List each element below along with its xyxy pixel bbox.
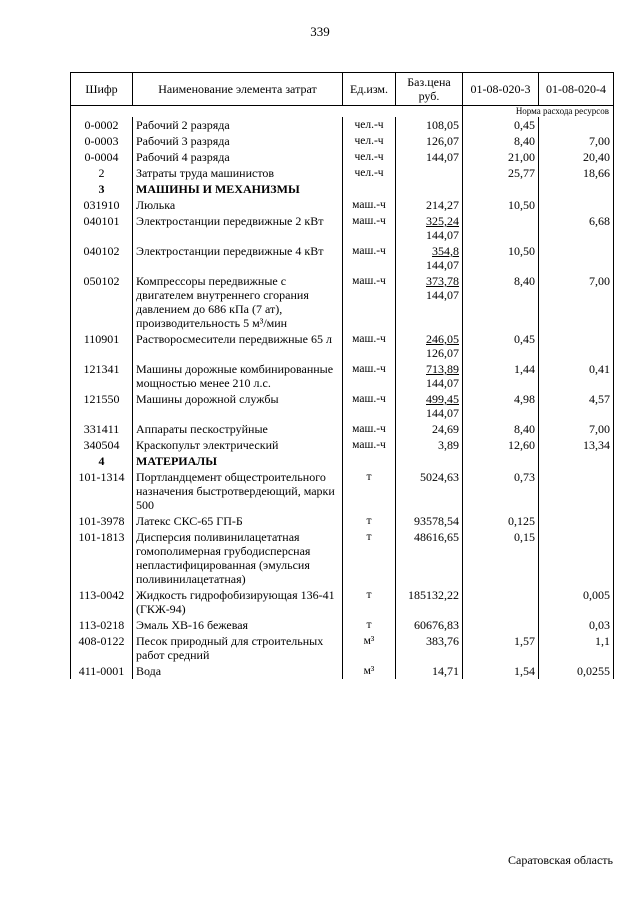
price-primary: 354,8 xyxy=(432,244,459,258)
labor-row xyxy=(71,117,614,133)
row-code: 101-1813 xyxy=(71,529,133,587)
price-primary: 126,07 xyxy=(426,134,459,148)
row-code: 2 xyxy=(71,165,133,181)
row-value-1 xyxy=(463,617,539,633)
machine-row xyxy=(71,361,614,391)
row-value-1: 0,15 xyxy=(463,529,539,587)
row-unit: чел.-ч xyxy=(343,149,396,165)
region-footer: Саратовская область xyxy=(508,853,614,867)
price-secondary: 144,07 xyxy=(426,406,459,420)
row-value-2: 0,41 xyxy=(539,361,614,391)
row-name: Рабочий 2 разряда xyxy=(133,117,343,133)
row-value-2: 0,0255 xyxy=(539,663,614,679)
section-machines xyxy=(71,181,614,197)
row-value-1: 0,73 xyxy=(463,469,539,513)
row-unit: маш.-ч xyxy=(343,273,396,331)
row-value-2 xyxy=(539,117,614,133)
row-value-2 xyxy=(539,197,614,213)
row-value-1: 1,44 xyxy=(463,361,539,391)
row-name: Дисперсия поливинилацетатная гомополимерная грубодисперсная непластифицированная (эмульсия поливинилацетатная) xyxy=(133,529,343,587)
price-secondary: 144,07 xyxy=(426,228,459,242)
row-value-1: 0,45 xyxy=(463,331,539,361)
row-price xyxy=(396,391,463,421)
row-value-2: 7,00 xyxy=(539,273,614,331)
row-value-1: 0,125 xyxy=(463,513,539,529)
section-code: 3 xyxy=(71,181,133,197)
row-code: 101-1314 xyxy=(71,469,133,513)
header-col1: 01-08-020-3 xyxy=(463,73,539,106)
row-price xyxy=(396,617,463,633)
row-price xyxy=(396,331,463,361)
row-value-2: 18,66 xyxy=(539,165,614,181)
price-primary: 93578,54 xyxy=(414,514,459,528)
section-empty-cell xyxy=(539,181,614,197)
row-unit: чел.-ч xyxy=(343,165,396,181)
section-title: МАТЕРИАЛЫ xyxy=(133,453,343,469)
row-name: Эмаль ХВ-16 бежевая xyxy=(133,617,343,633)
row-unit: маш.-ч xyxy=(343,361,396,391)
row-price xyxy=(396,437,463,453)
row-value-1 xyxy=(463,587,539,617)
row-price xyxy=(396,213,463,243)
row-value-2: 1,1 xyxy=(539,633,614,663)
page-number: 339 xyxy=(310,24,330,39)
row-code: 0-0003 xyxy=(71,133,133,149)
row-name: Машины дорожные комбинированные мощностью менее 210 л.с. xyxy=(133,361,343,391)
row-value-2: 4,57 xyxy=(539,391,614,421)
row-code: 101-3978 xyxy=(71,513,133,529)
row-name: Аппараты пескоструйные xyxy=(133,421,343,437)
machinist-row xyxy=(71,165,614,181)
row-value-2: 7,00 xyxy=(539,421,614,437)
row-value-1: 25,77 xyxy=(463,165,539,181)
row-name: Латекс СКС-65 ГП-Б xyxy=(133,513,343,529)
labor-row xyxy=(71,149,614,165)
row-unit: т xyxy=(343,617,396,633)
row-code: 040102 xyxy=(71,243,133,273)
section-empty-cell xyxy=(343,453,396,469)
row-name: Компрессоры передвижные с двигателем внутреннего сгорания давлением до 686 кПа (7 ат), производительность 5 м³/мин xyxy=(133,273,343,331)
price-primary: 373,78 xyxy=(426,274,459,288)
row-name: Электростанции передвижные 2 кВт xyxy=(133,213,343,243)
row-value-2: 0,03 xyxy=(539,617,614,633)
price-secondary: 144,07 xyxy=(426,376,459,390)
row-code: 121341 xyxy=(71,361,133,391)
row-unit: маш.-ч xyxy=(343,213,396,243)
row-name: Затраты труда машинистов xyxy=(133,165,343,181)
row-unit: маш.-ч xyxy=(343,197,396,213)
header-col2: 01-08-020-4 xyxy=(539,73,614,106)
row-name: Портландцемент общестроительного назначения быстротвердеющий, марки 500 xyxy=(133,469,343,513)
row-price xyxy=(396,469,463,513)
row-value-2 xyxy=(539,469,614,513)
row-code: 113-0218 xyxy=(71,617,133,633)
row-unit: маш.-ч xyxy=(343,437,396,453)
material-row xyxy=(71,469,614,513)
row-name: Люлька xyxy=(133,197,343,213)
header-row xyxy=(71,73,614,106)
table-body xyxy=(71,106,614,680)
row-name: Рабочий 4 разряда xyxy=(133,149,343,165)
row-value-2: 20,40 xyxy=(539,149,614,165)
machine-row xyxy=(71,243,614,273)
price-primary: 214,27 xyxy=(426,198,459,212)
row-code: 110901 xyxy=(71,331,133,361)
row-unit: м³ xyxy=(343,633,396,663)
row-name: Вода xyxy=(133,663,343,679)
material-row xyxy=(71,529,614,587)
price-primary: 24,69 xyxy=(432,422,459,436)
norm-caption-row xyxy=(71,106,614,118)
machine-row xyxy=(71,391,614,421)
row-name: Электростанции передвижные 4 кВт xyxy=(133,243,343,273)
row-price xyxy=(396,149,463,165)
row-name: Растворосмесители передвижные 65 л xyxy=(133,331,343,361)
row-unit: т xyxy=(343,513,396,529)
row-value-2 xyxy=(539,331,614,361)
row-value-2 xyxy=(539,243,614,273)
price-primary: 5024,63 xyxy=(420,470,459,484)
row-price xyxy=(396,361,463,391)
material-row xyxy=(71,633,614,663)
price-primary: 14,71 xyxy=(432,664,459,678)
price-secondary: 144,07 xyxy=(426,258,459,272)
row-value-1 xyxy=(463,213,539,243)
resource-norms-table xyxy=(70,72,614,679)
row-value-1: 21,00 xyxy=(463,149,539,165)
header-unit: Ед.изм. xyxy=(343,73,396,106)
row-name: Песок природный для строительных работ средний xyxy=(133,633,343,663)
row-value-1: 8,40 xyxy=(463,133,539,149)
price-primary: 713,89 xyxy=(426,362,459,376)
price-secondary: 126,07 xyxy=(426,346,459,360)
row-value-2: 6,68 xyxy=(539,213,614,243)
machine-row xyxy=(71,213,614,243)
price-primary: 60676,83 xyxy=(414,618,459,632)
row-code: 050102 xyxy=(71,273,133,331)
row-unit: т xyxy=(343,469,396,513)
machine-row xyxy=(71,273,614,331)
row-price xyxy=(396,273,463,331)
price-primary: 499,45 xyxy=(426,392,459,406)
row-unit: маш.-ч xyxy=(343,331,396,361)
row-price xyxy=(396,513,463,529)
row-unit: маш.-ч xyxy=(343,391,396,421)
section-materials xyxy=(71,453,614,469)
row-code: 121550 xyxy=(71,391,133,421)
row-value-1: 12,60 xyxy=(463,437,539,453)
row-code: 408-0122 xyxy=(71,633,133,663)
row-value-2: 13,34 xyxy=(539,437,614,453)
section-empty-cell xyxy=(463,181,539,197)
price-primary: 325,24 xyxy=(426,214,459,228)
norm-caption: Норма расхода ресурсов xyxy=(463,106,614,118)
price-primary: 144,07 xyxy=(426,150,459,164)
header-code: Шифр xyxy=(71,73,133,106)
row-unit: чел.-ч xyxy=(343,117,396,133)
machine-row xyxy=(71,331,614,361)
price-primary: 185132,22 xyxy=(408,588,459,602)
price-primary: 3,89 xyxy=(438,438,459,452)
row-unit: чел.-ч xyxy=(343,133,396,149)
row-name: Краскопульт электрический xyxy=(133,437,343,453)
row-value-1: 1,54 xyxy=(463,663,539,679)
row-value-1: 10,50 xyxy=(463,243,539,273)
row-price xyxy=(396,633,463,663)
row-code: 411-0001 xyxy=(71,663,133,679)
price-primary: 108,05 xyxy=(426,118,459,132)
row-unit: т xyxy=(343,587,396,617)
machine-row xyxy=(71,437,614,453)
material-row xyxy=(71,587,614,617)
section-code: 4 xyxy=(71,453,133,469)
row-code: 113-0042 xyxy=(71,587,133,617)
row-unit: т xyxy=(343,529,396,587)
row-value-2 xyxy=(539,529,614,587)
row-price xyxy=(396,243,463,273)
section-empty-cell xyxy=(396,181,463,197)
row-value-2: 0,005 xyxy=(539,587,614,617)
row-unit: маш.-ч xyxy=(343,421,396,437)
material-row xyxy=(71,513,614,529)
header-name: Наименование элемента затрат xyxy=(133,73,343,106)
section-empty-cell xyxy=(539,453,614,469)
machine-row xyxy=(71,197,614,213)
row-code: 0-0004 xyxy=(71,149,133,165)
row-price xyxy=(396,197,463,213)
row-code: 340504 xyxy=(71,437,133,453)
row-code: 331411 xyxy=(71,421,133,437)
row-value-1: 8,40 xyxy=(463,421,539,437)
row-value-1: 0,45 xyxy=(463,117,539,133)
section-empty-cell xyxy=(343,181,396,197)
row-name: Машины дорожной службы xyxy=(133,391,343,421)
row-name: Рабочий 3 разряда xyxy=(133,133,343,149)
row-price xyxy=(396,117,463,133)
row-price xyxy=(396,165,463,181)
row-price xyxy=(396,421,463,437)
price-secondary: 144,07 xyxy=(426,288,459,302)
machine-row xyxy=(71,421,614,437)
row-price xyxy=(396,663,463,679)
labor-row xyxy=(71,133,614,149)
row-price xyxy=(396,133,463,149)
row-code: 0-0002 xyxy=(71,117,133,133)
row-value-1: 4,98 xyxy=(463,391,539,421)
row-value-1: 1,57 xyxy=(463,633,539,663)
header-price: Баз.цена руб. xyxy=(396,73,463,106)
row-price xyxy=(396,529,463,587)
row-code: 040101 xyxy=(71,213,133,243)
section-empty-cell xyxy=(396,453,463,469)
row-price xyxy=(396,587,463,617)
row-name: Жидкость гидрофобизирующая 136-41 (ГКЖ-94) xyxy=(133,587,343,617)
norm-caption-spacer xyxy=(71,106,463,118)
price-primary: 383,76 xyxy=(426,634,459,648)
section-title: МАШИНЫ И МЕХАНИЗМЫ xyxy=(133,181,343,197)
row-value-2 xyxy=(539,513,614,529)
price-primary: 246,05 xyxy=(426,332,459,346)
row-code: 031910 xyxy=(71,197,133,213)
price-primary: 48616,65 xyxy=(414,530,459,544)
material-row xyxy=(71,663,614,679)
row-unit: маш.-ч xyxy=(343,243,396,273)
row-unit: м³ xyxy=(343,663,396,679)
section-empty-cell xyxy=(463,453,539,469)
material-row xyxy=(71,617,614,633)
row-value-1: 8,40 xyxy=(463,273,539,331)
row-value-1: 10,50 xyxy=(463,197,539,213)
row-value-2: 7,00 xyxy=(539,133,614,149)
